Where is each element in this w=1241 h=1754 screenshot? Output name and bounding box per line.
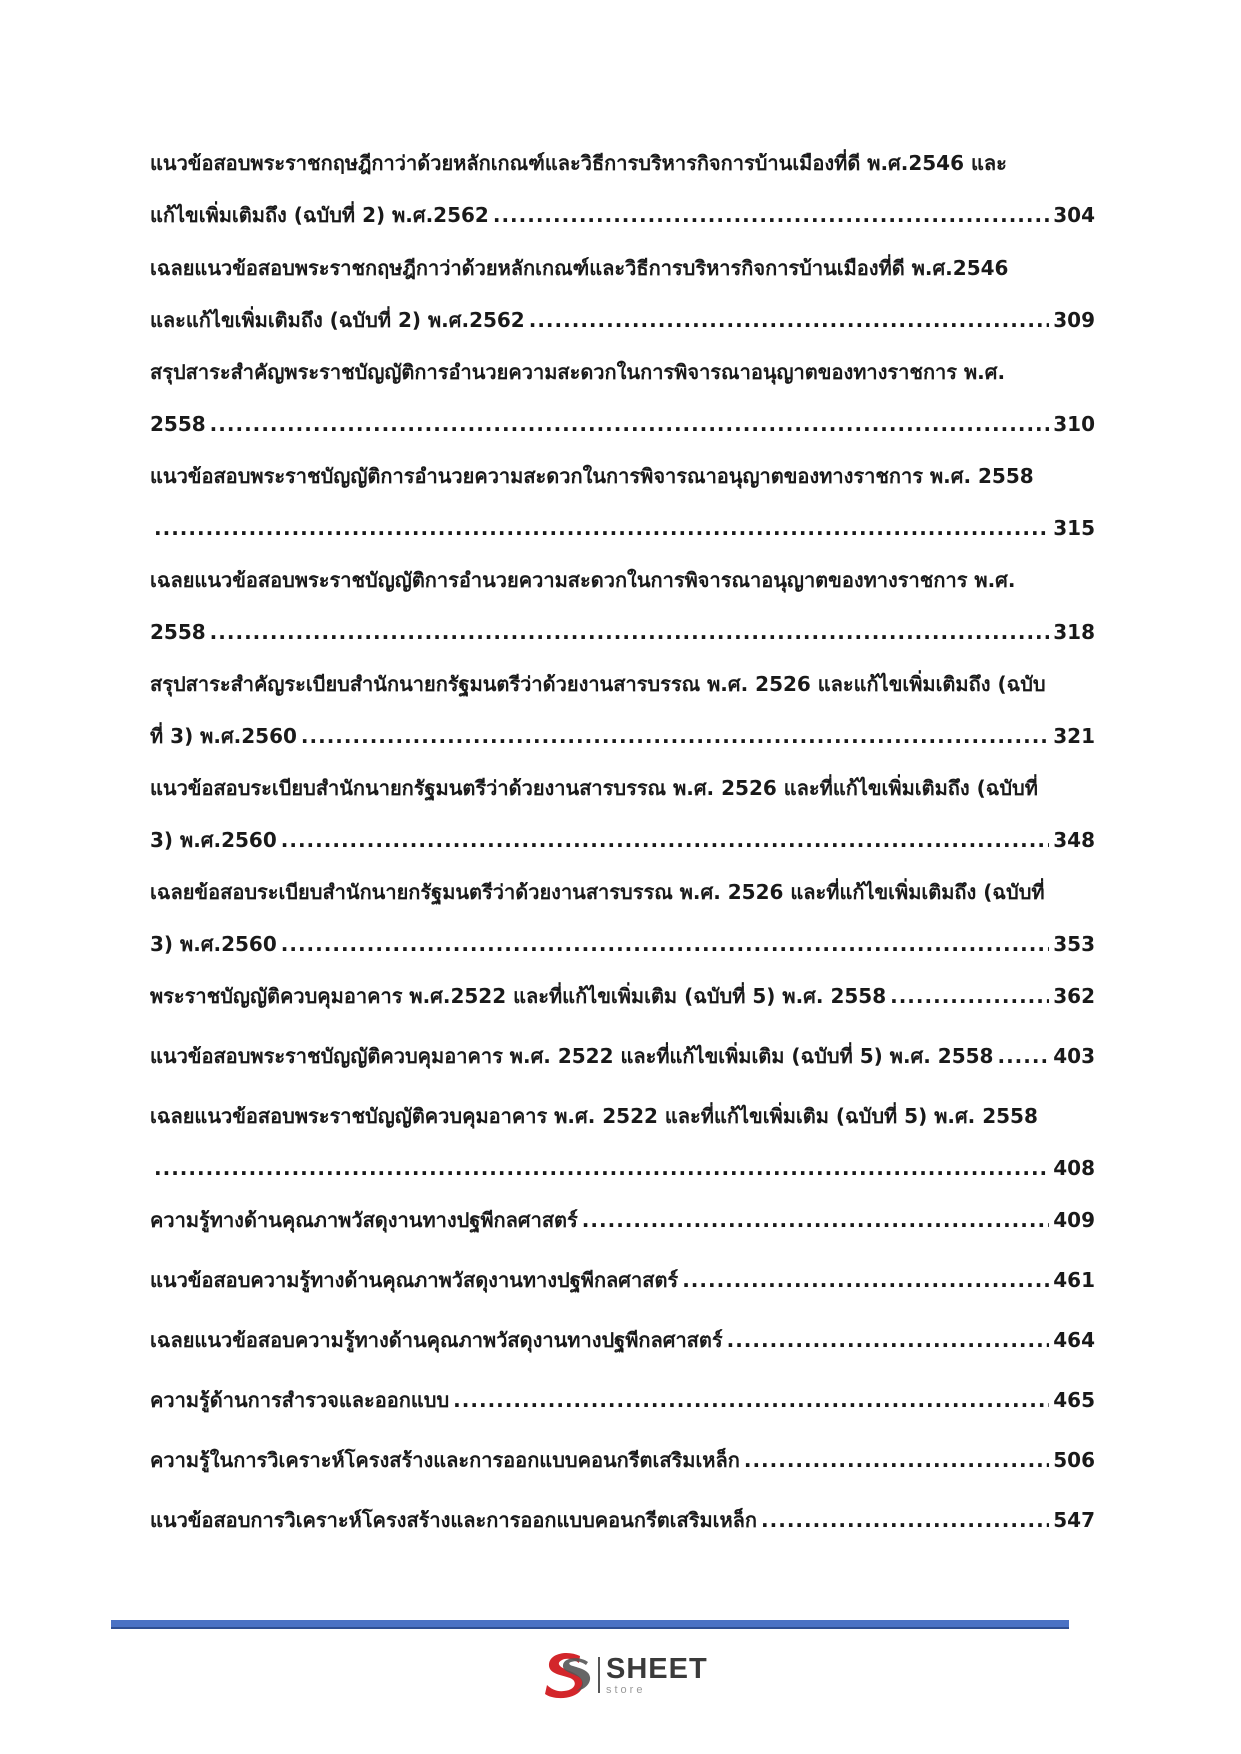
toc-entry-line: [150, 294, 1095, 346]
toc-entry-line: [150, 1194, 1095, 1246]
dot-leader: [682, 1254, 1049, 1306]
toc-page-number: 348: [1053, 828, 1095, 852]
toc-entry-line: [150, 450, 1095, 502]
footer-rule: [111, 1620, 1069, 1629]
toc-page-number: 309: [1053, 308, 1095, 332]
toc-entry-title: 3) พ.ศ.2560: [150, 932, 277, 956]
toc-entry-line: [150, 242, 1095, 294]
dot-leader: [493, 189, 1049, 241]
toc-page-number: 362: [1053, 984, 1095, 1008]
logo-separator: [598, 1657, 600, 1693]
toc-page-number: 547: [1053, 1508, 1095, 1532]
toc-entry[interactable]: [150, 1374, 1095, 1426]
toc-entry[interactable]: [150, 970, 1095, 1022]
toc-entry[interactable]: [150, 450, 1095, 554]
toc-entry[interactable]: [150, 1434, 1095, 1486]
toc-entry-line: [150, 346, 1095, 398]
toc-entry[interactable]: [150, 1090, 1095, 1194]
toc-entry-line: [150, 866, 1095, 918]
sheet-store-logo: [540, 1650, 708, 1700]
toc-entry-line: [150, 918, 1095, 970]
dot-leader: [453, 1374, 1049, 1426]
toc-entry-line: [150, 1142, 1095, 1194]
toc-entry-title: สรุปสาระสำคัญพระราชบัญญัติการอำนวยความสะดวกในการพิจารณาอนุญาตของทางราชการ พ.ศ.: [150, 360, 1006, 384]
toc-entry[interactable]: [150, 658, 1095, 762]
toc-entry-line: [150, 502, 1095, 554]
dot-leader: [210, 398, 1050, 450]
toc-entry-line: [150, 814, 1095, 866]
toc-page-number: 408: [1053, 1156, 1095, 1180]
toc-entry-title: แนวข้อสอบพระราชกฤษฎีกาว่าด้วยหลักเกณฑ์และวิธีการบริหารกิจการบ้านเมืองที่ดี พ.ศ.2546 และ: [150, 151, 1007, 175]
toc-entry-title: สรุปสาระสำคัญระเบียบสำนักนายกรัฐมนตรีว่าด้วยงานสารบรรณ พ.ศ. 2526 และแก้ไขเพิ่มเติมถึง (ฉบับ: [150, 672, 1046, 696]
toc-entry-title: ความรู้ทางด้านคุณภาพวัสดุงานทางปฐพีกลศาสตร์: [150, 1208, 578, 1232]
dot-leader: [529, 294, 1050, 346]
toc-entry[interactable]: [150, 346, 1095, 450]
toc-entry-title: และแก้ไขเพิ่มเติมถึง (ฉบับที่ 2) พ.ศ.2562: [150, 308, 525, 332]
toc-entry[interactable]: [150, 1030, 1095, 1082]
toc-page-number: 464: [1053, 1328, 1095, 1352]
toc-entry-line: [150, 554, 1095, 606]
toc-page-number: 506: [1053, 1448, 1095, 1472]
toc-entry-line: [150, 1030, 1095, 1082]
toc-entry[interactable]: [150, 242, 1095, 346]
toc-entry-line: [150, 606, 1095, 658]
sheet-store-logo-mark-icon: [540, 1650, 596, 1700]
toc-entry[interactable]: [150, 866, 1095, 970]
dot-leader: [744, 1434, 1049, 1486]
toc-page-number: 321: [1053, 724, 1095, 748]
toc-page-number: 461: [1053, 1268, 1095, 1292]
toc-entry-line: [150, 1494, 1095, 1546]
toc-page-number: 318: [1053, 620, 1095, 644]
toc-entry-line: [150, 970, 1095, 1022]
dot-leader: [210, 606, 1050, 658]
toc-entry-title: 2558: [150, 620, 206, 644]
toc-entry-title: 3) พ.ศ.2560: [150, 828, 277, 852]
toc-entry-line: [150, 137, 1095, 189]
dot-leader: [154, 502, 1049, 554]
toc-entry-line: [150, 398, 1095, 450]
toc-entry-title: เฉลยแนวข้อสอบพระราชบัญญัติการอำนวยความสะดวกในการพิจารณาอนุญาตของทางราชการ พ.ศ.: [150, 568, 1016, 592]
toc-entry-line: [150, 1254, 1095, 1306]
toc-entry-title: เฉลยแนวข้อสอบพระราชกฤษฎีกาว่าด้วยหลักเกณฑ์และวิธีการบริหารกิจการบ้านเมืองที่ดี พ.ศ.2546: [150, 256, 1009, 280]
toc-entry-title: แนวข้อสอบระเบียบสำนักนายกรัฐมนตรีว่าด้วยงานสารบรรณ พ.ศ. 2526 และที่แก้ไขเพิ่มเติมถึง (ฉบับที่: [150, 776, 1038, 800]
dot-leader: [301, 710, 1049, 762]
toc-entry[interactable]: [150, 1194, 1095, 1246]
toc-entry-line: [150, 189, 1095, 241]
logo-wordmark: SHEET: [606, 1652, 708, 1685]
dot-leader: [281, 918, 1049, 970]
toc-entry-line: [150, 1314, 1095, 1366]
toc-page-number: 315: [1053, 516, 1095, 540]
toc-page-number: 403: [1053, 1044, 1095, 1068]
toc-entry[interactable]: [150, 1494, 1095, 1546]
toc-entry-title: เฉลยข้อสอบระเบียบสำนักนายกรัฐมนตรีว่าด้วยงานสารบรรณ พ.ศ. 2526 และที่แก้ไขเพิ่มเติมถึง (ฉบับที่: [150, 880, 1045, 904]
toc-entry-title: เฉลยแนวข้อสอบความรู้ทางด้านคุณภาพวัสดุงานทางปฐพีกลศาสตร์: [150, 1328, 723, 1352]
toc-entry-title: แนวข้อสอบการวิเคราะห์โครงสร้างและการออกแบบคอนกรีตเสริมเหล็ก: [150, 1508, 758, 1532]
toc-entry[interactable]: [150, 137, 1095, 241]
dot-leader: [281, 814, 1049, 866]
dot-leader: [727, 1314, 1050, 1366]
toc-entry-title: ความรู้ด้านการสำรวจและออกแบบ: [150, 1388, 450, 1412]
toc-page-number: 304: [1053, 203, 1095, 227]
dot-leader: [154, 1142, 1049, 1194]
logo-subtext: store: [606, 1683, 646, 1696]
toc-page-number: 310: [1053, 412, 1095, 436]
toc-entry-line: [150, 658, 1095, 710]
dot-leader: [582, 1194, 1049, 1246]
dot-leader: [761, 1494, 1049, 1546]
toc-entry-title: 2558: [150, 412, 206, 436]
toc-entry-title: เฉลยแนวข้อสอบพระราชบัญญัติควบคุมอาคาร พ.ศ. 2522 และที่แก้ไขเพิ่มเติม (ฉบับที่ 5) พ.ศ. 2558: [150, 1104, 1038, 1128]
logo-words: [606, 1652, 708, 1696]
toc-entry-line: [150, 1090, 1095, 1142]
toc-entry-line: [150, 762, 1095, 814]
dot-leader: [997, 1030, 1049, 1082]
toc-entry-line: [150, 1434, 1095, 1486]
toc-entry[interactable]: [150, 554, 1095, 658]
toc-entry-title: แนวข้อสอบพระราชบัญญัติการอำนวยความสะดวกในการพิจารณาอนุญาตของทางราชการ พ.ศ. 2558: [150, 464, 1034, 488]
toc-entry[interactable]: [150, 1314, 1095, 1366]
toc-entry-title: แนวข้อสอบความรู้ทางด้านคุณภาพวัสดุงานทางปฐพีกลศาสตร์: [150, 1268, 679, 1292]
toc-entry-title: ที่ 3) พ.ศ.2560: [150, 724, 297, 748]
dot-leader: [890, 970, 1049, 1022]
toc-entry-title: แก้ไขเพิ่มเติมถึง (ฉบับที่ 2) พ.ศ.2562: [150, 203, 489, 227]
toc-entry-line: [150, 710, 1095, 762]
toc-page-number: 353: [1053, 932, 1095, 956]
toc-entry-title: แนวข้อสอบพระราชบัญญัติควบคุมอาคาร พ.ศ. 2522 และที่แก้ไขเพิ่มเติม (ฉบับที่ 5) พ.ศ. 2558: [150, 1044, 994, 1068]
toc-entry[interactable]: [150, 1254, 1095, 1306]
toc-entry-title: พระราชบัญญัติควบคุมอาคาร พ.ศ.2522 และที่แก้ไขเพิ่มเติม (ฉบับที่ 5) พ.ศ. 2558: [150, 984, 887, 1008]
toc-page-number: 409: [1053, 1208, 1095, 1232]
toc-page-number: 465: [1053, 1388, 1095, 1412]
toc-entry-line: [150, 1374, 1095, 1426]
toc-entry[interactable]: [150, 762, 1095, 866]
toc-entry-title: ความรู้ในการวิเคราะห์โครงสร้างและการออกแบบคอนกรีตเสริมเหล็ก: [150, 1448, 740, 1472]
